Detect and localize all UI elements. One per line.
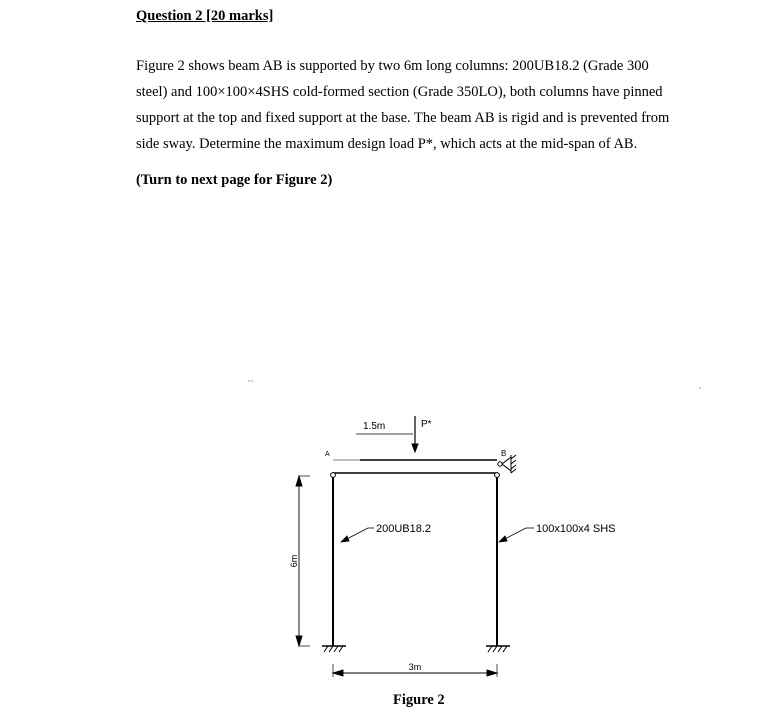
paragraph-line: side sway. Determine the maximum design load P*, which acts at the mid-span of AB.: [136, 136, 638, 152]
left-column: [331, 473, 336, 646]
height-label: 6m: [289, 554, 299, 568]
point-a-label: A: [325, 451, 330, 458]
right-column-label: 100x100x4 SHS: [536, 523, 616, 535]
paragraph-line: support at the top and fixed support at the base. The beam AB is rigid and is prevented from: [136, 110, 670, 126]
left-column-label: 200UB18.2: [376, 523, 432, 535]
scan-specks: [248, 380, 700, 388]
turn-page-note: (Turn to next page for Figure 2): [136, 172, 333, 188]
question-heading: Question 2 [20 marks]: [136, 8, 274, 24]
left-fixed-support: [322, 646, 346, 652]
point-b-label: B: [501, 449, 507, 458]
paragraph-line: steel) and 100×100×4SHS cold-formed section (Grade 350LO), both columns have pinned: [136, 84, 663, 100]
figure-caption: Figure 2: [393, 692, 445, 708]
right-fixed-support: [486, 646, 510, 652]
paragraph-line: Figure 2 shows beam AB is supported by two 6m long columns: 200UB18.2 (Grade 300: [136, 58, 649, 74]
left-column-leader: [341, 528, 374, 542]
right-column-leader: [499, 528, 534, 542]
right-column: [495, 473, 500, 646]
load-offset-label: 1.5m: [363, 421, 386, 432]
load-label: P*: [421, 419, 432, 430]
beam-ab: [333, 460, 497, 473]
span-label: 3m: [408, 662, 422, 672]
